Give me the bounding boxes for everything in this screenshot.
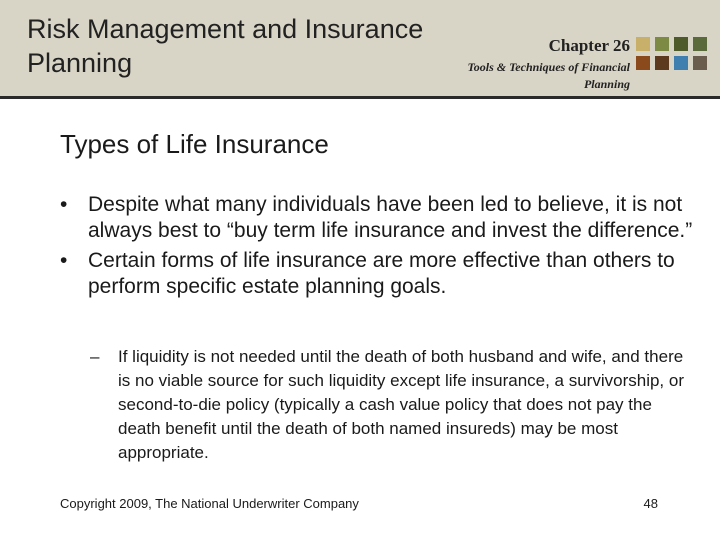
sub-bullet-item: [88, 345, 688, 465]
decor-square: [674, 37, 688, 51]
bullet-item: [58, 192, 698, 244]
decor-square: [655, 56, 669, 70]
bullet-text: Despite what many individuals have been led to believe, it is not always best to “buy term life insurance and invest the difference.”: [88, 193, 693, 242]
footer-copyright: Copyright 2009, The National Underwriter Company: [60, 496, 359, 511]
deck-title: Risk Management and Insurance Planning: [27, 14, 424, 78]
decor-square: [693, 37, 707, 51]
sub-bullet-marker: –: [90, 347, 100, 366]
bullet-text: Certain forms of life insurance are more effective than others to perform specific estate planning goals.: [88, 249, 675, 298]
chapter-subtitle: Tools & Techniques of Financial Planning: [467, 60, 630, 91]
bullet-item: [58, 248, 698, 300]
decor-square: [636, 37, 650, 51]
sub-bullet-text: If liquidity is not needed until the death of both husband and wife, and there is no viable source for such liquidity except life insurance, a survivorship, or second-to-die policy (typically a cash value policy that does not pay the death benefit until the death of both named insureds) may be most appropriate.: [118, 347, 684, 462]
slide-title: Types of Life Insurance: [60, 129, 329, 159]
decor-square: [655, 37, 669, 51]
sub-bullet-list: [88, 345, 688, 465]
page-number: 48: [643, 496, 658, 511]
bullet-marker: •: [60, 249, 68, 272]
decor-square: [693, 56, 707, 70]
decor-square: [636, 56, 650, 70]
bullet-marker: •: [60, 193, 68, 216]
chapter-title: Chapter 26: [548, 36, 630, 55]
decor-square: [674, 56, 688, 70]
header-rule: [0, 96, 720, 99]
bullet-list: [58, 192, 698, 304]
